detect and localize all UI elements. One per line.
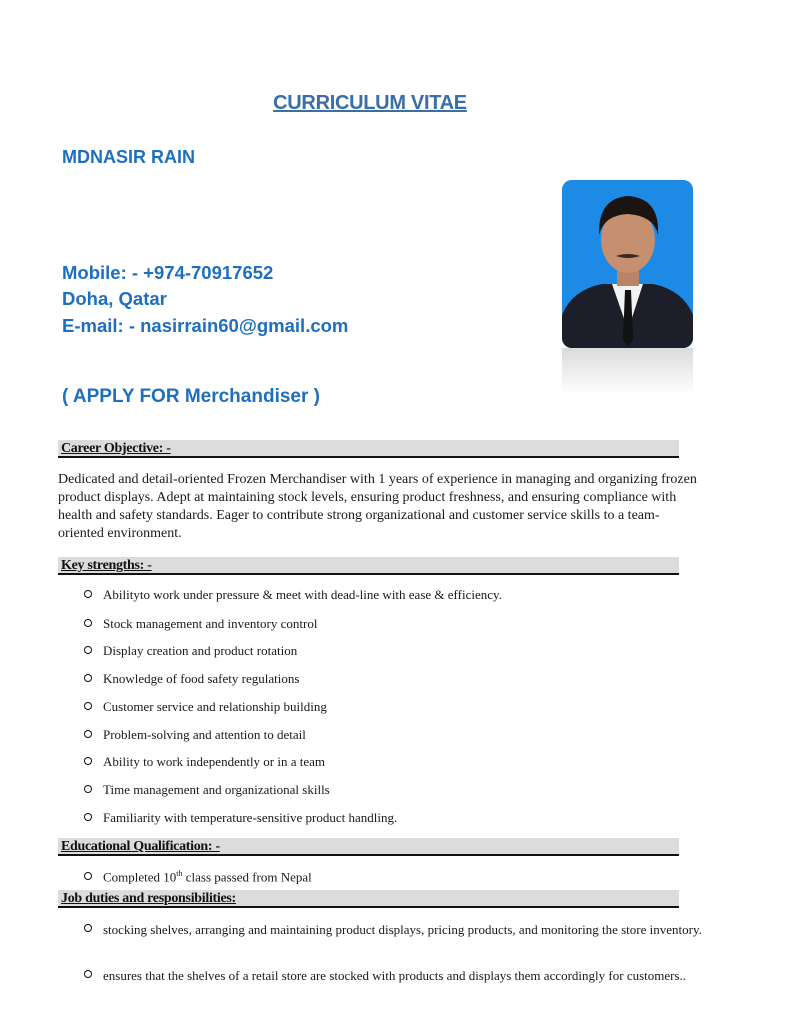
mobile-number: Mobile: - +974-70917652 bbox=[62, 262, 274, 283]
career-objective-text: Dedicated and detail-oriented Frozen Merchandiser with 1 years of experience in managing and organizing frozen product displays. Adept at maintaining stock levels, ensuring product freshness, and ensuring compliance with health and safety standards. Eager to contribute strong organizational and customer service skills to a team-oriented environment. bbox=[58, 472, 697, 541]
bullet-icon bbox=[84, 813, 92, 821]
bullet-icon bbox=[84, 646, 92, 654]
email-address: E-mail: - nasirrain60@gmail.com bbox=[62, 315, 349, 336]
bullet-icon bbox=[84, 757, 92, 765]
education-heading bbox=[58, 838, 679, 856]
job-duties-heading bbox=[58, 890, 679, 908]
bullet-icon bbox=[84, 674, 92, 682]
bullet-icon bbox=[84, 872, 92, 880]
career-objective-heading bbox=[58, 440, 679, 458]
key-strengths-label: Key strengths: - bbox=[61, 558, 152, 573]
bullet-icon bbox=[84, 924, 92, 932]
career-objective-label: Career Objective: - bbox=[61, 441, 171, 456]
bullet-icon bbox=[84, 590, 92, 598]
candidate-name: MDNASIR RAIN bbox=[62, 147, 195, 167]
bullet-icon bbox=[84, 785, 92, 793]
apply-for-position: ( APPLY FOR Merchandiser ) bbox=[62, 386, 320, 407]
education-label: Educational Qualification: - bbox=[61, 839, 220, 854]
bullet-icon bbox=[84, 619, 92, 627]
profile-photo bbox=[562, 180, 693, 348]
bullet-icon bbox=[84, 970, 92, 978]
person-portrait-icon bbox=[562, 180, 693, 348]
bullet-icon bbox=[84, 702, 92, 710]
bullet-icon bbox=[84, 730, 92, 738]
photo-reflection bbox=[562, 348, 693, 394]
key-strengths-heading bbox=[58, 557, 679, 575]
cv-title: CURRICULUM VITAE bbox=[273, 92, 467, 114]
education-text: Completed 10th class passed from Nepal bbox=[103, 869, 312, 885]
location: Doha, Qatar bbox=[62, 288, 167, 309]
job-duties-label: Job duties and responsibilities: bbox=[61, 891, 236, 906]
